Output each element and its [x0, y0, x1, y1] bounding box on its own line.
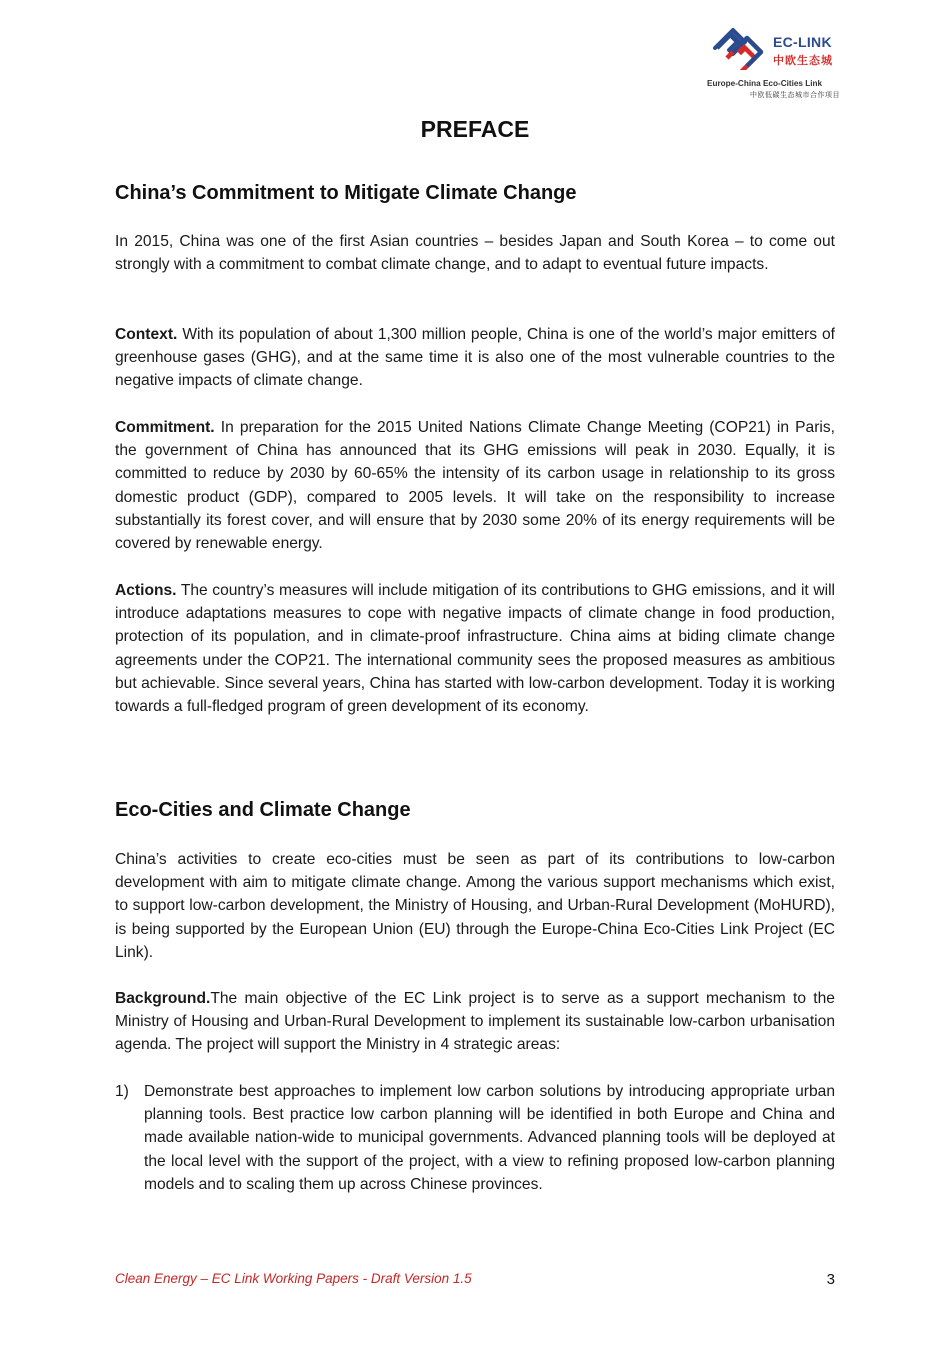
ec-link-emblem-icon [711, 26, 769, 70]
background-text: The main objective of the EC Link project is to serve as a support mechanism to the Ministry of Housing and Urban-Rural Development to implement its sustainable low-carbon urbanisation agenda. The project will support the Ministry in 4 strategic areas: [115, 990, 835, 1054]
paragraph-context [115, 323, 835, 393]
list-item-number: 1) [115, 1083, 129, 1100]
paragraph-commitment [115, 416, 835, 555]
logo-name: EC-LINK [773, 34, 832, 50]
paragraph-background [115, 987, 835, 1057]
footer-text: Clean Energy – EC Link Working Papers - Draft Version 1.5 [115, 1271, 472, 1286]
paragraph-eco-cities-intro: China’s activities to create eco-cities must be seen as part of its contributions to low-carbon development with aim to mitigate climate change. Among the various support mechanisms which exist, to support low-carbon development, the Ministry of Housing, and Urban-Rural Development (MoHURD), is being supported by the European Union (EU) through the Europe-China Eco-Cities Link Project (EC Link). [115, 851, 835, 961]
page-number: 3 [826, 1271, 835, 1288]
background-label: Background. [115, 990, 211, 1007]
paragraph-actions [115, 579, 835, 718]
section-heading-commitment: China’s Commitment to Mitigate Climate Change [115, 182, 577, 204]
paragraph-intro: In 2015, China was one of the first Asian countries – besides Japan and South Korea – to come out strongly with a commitment to combat climate change, and to adapt to eventual future impacts. [115, 233, 835, 274]
actions-label: Actions. [115, 582, 177, 599]
ec-link-logo [705, 22, 840, 102]
section-heading-eco-cities: Eco-Cities and Climate Change [115, 799, 411, 821]
context-label: Context. [115, 326, 178, 343]
commitment-label: Commitment. [115, 419, 215, 436]
logo-subtitle: Europe-China Eco-Cities Link [707, 79, 823, 88]
logo-subtitle-cn: 中欧低碳生态城市合作项目 [750, 92, 840, 99]
actions-text: The country’s measures will include mitigation of its contributions to GHG emissions, and it will introduce adaptations measures to cope with negative impacts of climate change in food production, protection of its population, and in climate-proof infrastructure. China aims at biding climate change agreements under the COP21. The international community sees the proposed measures as ambitious but achievable. Since several years, China has started with low-carbon development. Today it is working towards a full-fledged program of green development of its economy. [115, 582, 835, 716]
context-text: With its population of about 1,300 million people, China is one of the world’s major emitters of greenhouse gases (GHG), and at the same time it is also one of the most vulnerable countries to the negative impacts of climate change. [115, 326, 835, 390]
list-item [115, 1080, 835, 1196]
commitment-text: In preparation for the 2015 United Nations Climate Change Meeting (COP21) in Paris, the government of China has announced that its GHG emissions will peak in 2030. Equally, it is committed to reduce by 2030 by 60-65% the intensity of its carbon usage in relationship to its gross domestic product (GDP), compared to 2005 levels. It will take on the responsibility to increase substantially its forest cover, and will ensure that by 2030 some 20% of its energy requirements will be covered by renewable energy. [115, 419, 835, 553]
page-title: PREFACE [420, 116, 530, 142]
logo-name-cn: 中欧生态城 [773, 55, 833, 67]
list-item-text: Demonstrate best approaches to implement low carbon solutions by introducing appropriate urban planning tools. Best practice low carbon planning will be identified in both Europe and China and made available nation-wide to municipal governments. Advanced planning tools will be deployed at the local level with the support of the project, with a view to refining proposed low-carbon planning models and to scaling them up across Chinese provinces. [144, 1083, 835, 1193]
